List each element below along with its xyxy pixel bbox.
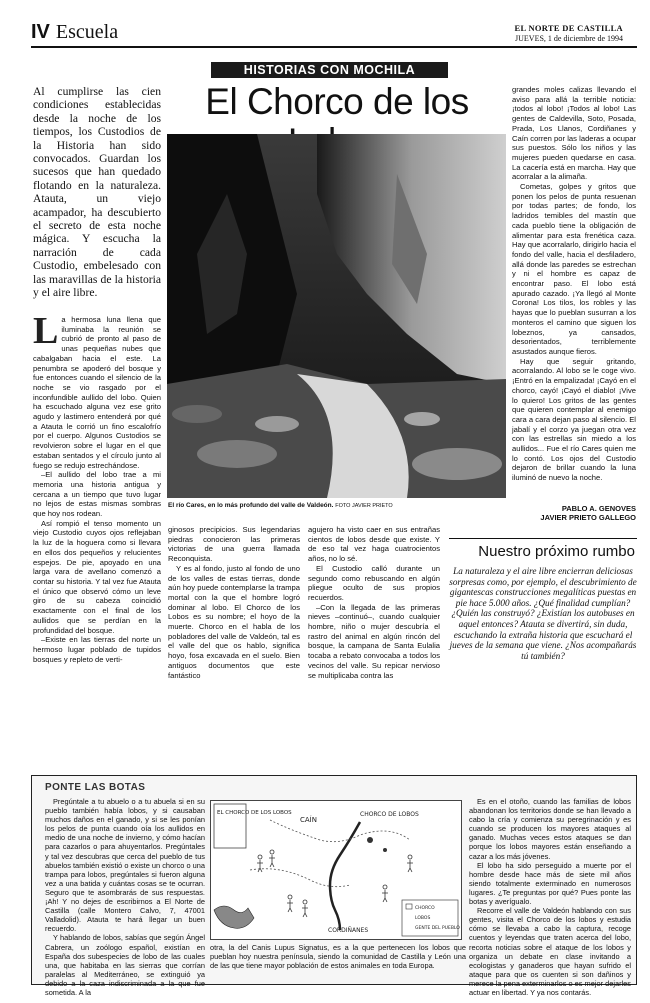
map-label-cain: CAÍN <box>300 816 317 824</box>
paragraph: Es en el otoño, cuando las familias de lobos abandonan los territorios donde se han llevado a cabo la cría y comienza su peregrinación y es cuando se producen los mayores ataques al ganado. Muchas veces estos ataques se dan porque los lobos mayores están enseñando a cazar a los más jóvenes. <box>469 797 631 861</box>
map-label-cordinanes: CORDIÑANES <box>328 927 369 934</box>
byline <box>512 504 636 522</box>
newspaper-name: EL NORTE DE CASTILLA <box>514 23 623 33</box>
box-column-2 <box>469 797 631 997</box>
paragraph: grandes moles calizas llevando el aviso para allá la terrible noticia: ¡todos al lobo! ¡Todos al lobo! Las gentes de Caldevilla, Soto, Posada, Prada, Los Llanos, Cordiñanes y Caín corren por las laderas a ocupar sus puestos. Sólo los niños y las mujeres pueden quedarse en casa. La cacería está en marcha. Hay que acorralar a la alimaña. <box>512 85 636 182</box>
byline-photographer: JAVIER PRIETO GALLEGO <box>540 513 636 522</box>
box-title: PONTE LAS BOTAS <box>45 782 146 793</box>
paragraph: Cometas, golpes y gritos que ponen los pelos de punta resuenan por todas partes; de fondo, los ladridos temibles del mastín que cada pueblo tiene la obligación de alimentar para esta frenética caza. Hay que acorralarlo, dirigirlo hacia el fondo del valle, hacia el desfiladero, allá donde las paredes se estrechan y ni el hombre es capaz de encontrar paso. El lobo está apurado cazado. ¡Ya llegó al Monte Corona! Los tilos, los robles y las hayas que lo pueblan susurran a los monteros el camino que siguen los lobeznos, ya cansados, desorientados, terriblemente asustados aunque fieros. <box>512 182 636 356</box>
map-label-chorco: CHORCO DE LOBOS <box>360 811 419 818</box>
byline-author: PABLO A. GENOVES <box>561 504 636 513</box>
paragraph: Hay que seguir gritando, acorralando. Al lobo se le coge vivo. ¡Entró en la empalizada! ¡Cayó en el chorco, cayó! ¡Cayó el diablo! ¡Vive lo quiero! Los gritos de las gentes que quieren contemplar al enemigo cara a cara dejan paso al silencio. El jabalí y el corzo ya juegan otra vez con las estrellas sin miedo a los aullidos... Fue el río Cares quien me lo contó. Los ojos del Custodio dejaron de brillar cuando la luna iluminó de nuevo la noche. <box>512 356 636 483</box>
caption-text: El río Cares, en lo más profundo del valle de Valdeón. <box>168 502 334 509</box>
legend-item-gente: GENTE DEL PUEBLO <box>415 926 460 931</box>
box-column-1 <box>45 797 205 997</box>
section-name: Escuela <box>55 21 119 43</box>
article-column-3 <box>308 525 440 680</box>
issue-date: JUEVES, 1 de diciembre de 1994 <box>515 34 623 43</box>
drop-cap: L <box>33 310 59 352</box>
legend-item-chorco: CHORCO <box>415 906 435 911</box>
photo-credit: FOTO JAVIER PRIETO <box>335 503 393 509</box>
sidebar-rule <box>449 538 637 539</box>
paragraph: Pregúntale a tu abuelo o a tu abuela si en su pueblo también había lobos, y si causaban muchos daños en el ganado, y si se les ponían los pelos de punta cuando oía los aullidos en medio de una noche de invierno, y cómo hacían para cazarlos o para ahuyentarlos. Pregúntales y tal vez descubras que cerca del pueblo de tus abuelos también existió o existe un chorco o una trampa para lobos, pregúntales si fueron alguna vez a una batida y cuántas cosas se te ocurran. Seguro que te asombrarás de sus respuestas. ¡Ah! Y no dejes de escribirnos a El Norte de Castilla (calle Montero Calvo, 7, 47001 Valladolid). Atauta te hará llegar un buen recuerdo. <box>45 797 205 934</box>
paragraph: El Custodio calló durante un segundo como rebuscando en algún pliegue oculto de sus propios recuerdos. <box>308 563 440 602</box>
paragraph: a hermosa luna llena que iluminaba la reunión se cubrió de pronto al paso de unas pequeñas nubes que cabalgaban hacia el este. La penumbra se apoderó del bosque y fue entonces cuando el silencio de la noche se vio rasgado por el inconfundible aullido del lobo. Quien ha escuchado alguna vez ese grito agudo y lastimero entenderá por qué a Atauta le corrió un fino escalofrío por el cuerpo. Algunos Custodios se revolvieron sobre el lugar en el que estaban sentados y el círculo junto al fuego se redujo estrechándose. <box>33 315 161 470</box>
next-issue-text: La naturaleza y el aire libre encierran deliciosas sorpresas como, por ejemplo, el descubrimiento de gigantescas construcciones megalíticas puestas en pie hace 5.000 años. ¿Qué finalidad cumplían? ¿Quién las construyó? ¿Existían los autobuses en aquel entonces? Atauta se divertirá, sin duda, escuchando la extraña historia que escuchará el jueves de la semana que viene. ¿Nos acompañarás tú también? <box>449 566 637 661</box>
paragraph: Recorre el valle de Valdeón hablando con sus gentes, visita el Chorco de los lobos y estudia cómo se llevaba a cabo la captura, recoge cuentos y leyendas que traten acerca del lobo, recorta noticias sobre el ataque de los lobos y organiza un debate en clase invitando a ecologistas y ganaderos que hayan sufrido el ataque para que os cuenten si son dañinos y merece la pena exterminarlos o es mejor dejarles actuar en libertad. Y ya nos contarás. <box>469 906 631 997</box>
paragraph: Y es al fondo, justo al fondo de uno de los valles de estas tierras, donde aún hoy puede contemplarse la trampa mortal con la que el hombre logró dominar al lobo. El Chorco de los Lobos es su nombre; el hoyo de la muerte. Chorco en el habla de los pobladores del valle de Valdeón, tal es el valle del que os hablo, significa hoyo, fosa excavada en el suelo. Bien antiguos documentos que este fantástico <box>168 563 300 680</box>
section-header <box>31 21 118 44</box>
section-number: IV <box>31 21 50 43</box>
map-label-chorco-box: EL CHORCO DE LOS LOBOS <box>217 810 292 816</box>
next-issue-title: Nuestro próximo rumbo <box>478 543 635 560</box>
river-gorge-photo <box>167 134 506 498</box>
paragraph: Y hablando de lobos, sabías que según Ángel Cabrera, un zoólogo español, existían en España dos subespecies de lobo de las cuales una, que habitaba en las sierras que corrían paralelas al Mediterráneo, se extinguió ya debido a la caza indiscriminada a la que fue sometida. A la <box>45 933 205 997</box>
box-column-middle: otra, la del Canis Lupus Signatus, es a la que pertenecen los lobos que pueblan hoy nuestra península, siendo la comunidad de Castilla y León una de las que tiene mayor población de estos animales en toda Europa. <box>210 943 466 971</box>
header-rule <box>31 46 637 48</box>
paragraph: Así rompió el tenso momento un viejo Custodio cuyos ojos reflejaban la luz de la hoguera como si llevara en ellos dos pequeños y relucientes espejos. De pie, apoyado en una larga vara de avellano comenzó a contar su historia. Y tal vez fue Atauta el único que observó cómo un leve giro de su cabeza coincidió exactamente con el final de los aullidos que se perdían en la profundidad del bosque. <box>33 518 161 635</box>
legend-item-lobos: LOBOS <box>415 916 431 921</box>
paragraph: El lobo ha sido perseguido a muerte por el hombre desde hace más de siete mil años siendo totalmente exterminado en numerosos lugares. ¿Te preguntas por qué? Pues ponte las botas y averígualo. <box>469 860 631 907</box>
series-banner: HISTORIAS CON MOCHILA <box>211 62 448 78</box>
intro-text: Al cumplirse las cien condiciones establecidas desde la noche de los tiempos, los Custodios de la Historia han sido convocados. Guardan los sucesos que han quedado flotando en la naturaleza. Atauta, un viejo acampador, ha descubierto el secreto de esta noche mágica. Y escucha la narración de cada Custodio, embelesado con las maravillas de la historia y el aire libre. <box>33 85 161 300</box>
article-column-1 <box>33 310 161 664</box>
paragraph: –El aullido del lobo trae a mi memoria una historia antigua y cercana a un tiempo que tuvo lugar no lejos de estas mismas sombras que hoy nos rodean. <box>33 470 161 519</box>
paragraph: ginosos precipicios. Sus legendarias piedras conocieron las primeras victorias de una guerra llamada Reconquista. <box>168 525 300 564</box>
article-column-4 <box>512 85 636 483</box>
paragraph: –Con la llegada de las primeras nieves –continuó–, cuando cualquier hombre, niño o mujer descubría el rastro del animal en algún rincón del bosque, la campana de Santa Eulalia tocaba a rebato convocaba a todos los vecinos del valle. Su repicar nervioso se multiplicaba contra las <box>308 602 440 680</box>
hand-drawn-map <box>210 800 462 940</box>
paragraph: agujero ha visto caer en sus entrañas cientos de lobos desde que existe. Y de eso tal vez haga cuatrocientos años, no lo sé. <box>308 525 440 564</box>
article-column-2 <box>168 525 300 680</box>
paragraph: –Existe en las tierras del norte un hermoso lugar poblado de tupidos bosques y repleto de verti- <box>33 635 161 664</box>
photo-caption <box>168 502 508 510</box>
headline: El Chorco de los <box>205 81 469 122</box>
